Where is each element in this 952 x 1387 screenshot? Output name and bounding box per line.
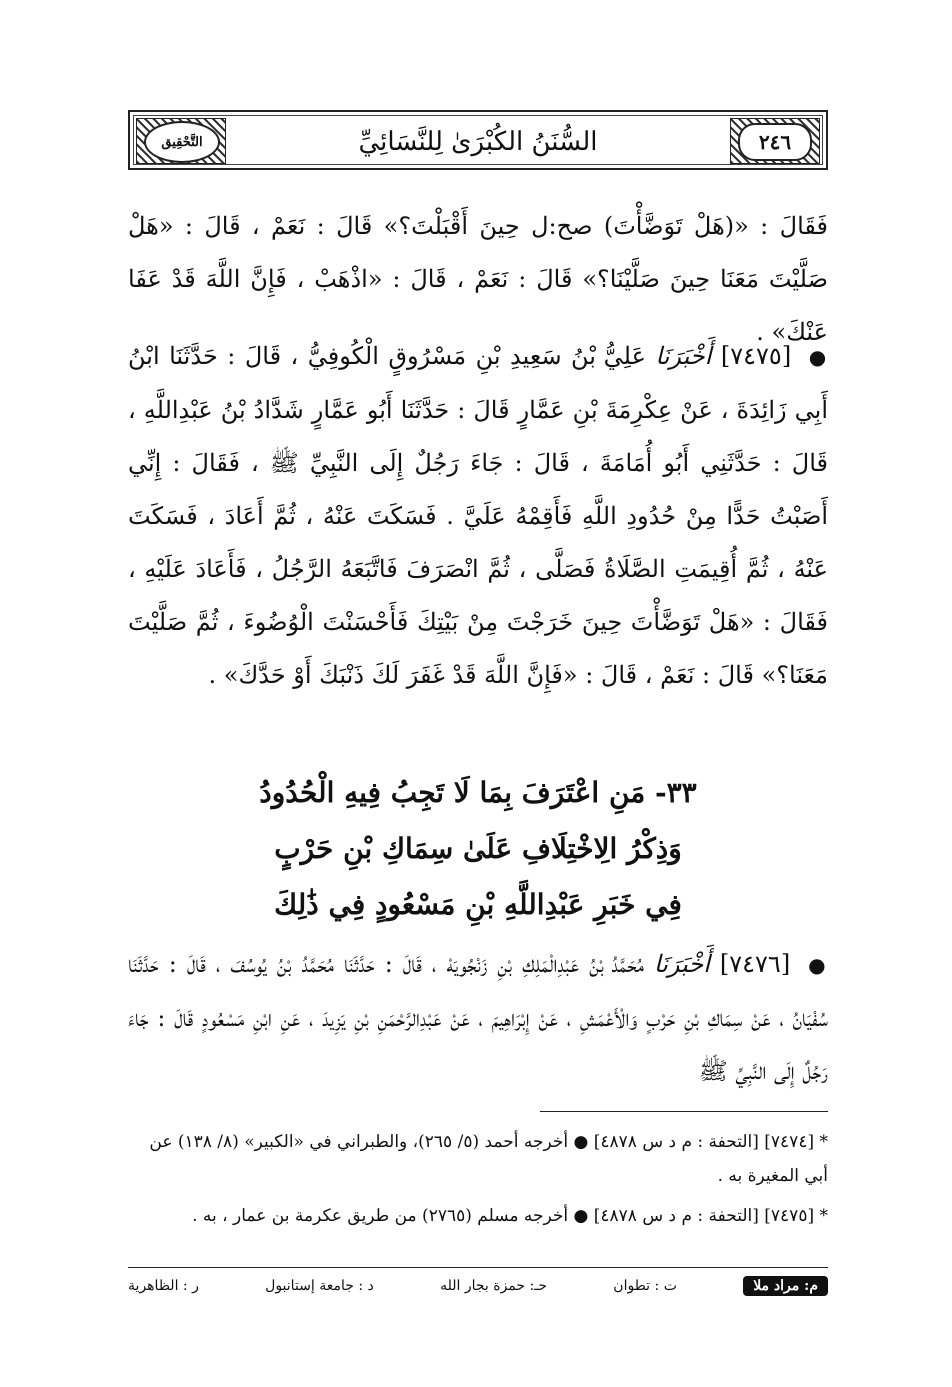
footnote-7474: * [٧٤٧٤] [التحفة : م د س ٤٨٧٨] ● أخرجه أحمد (٥/ ٢٦٥)، والطبراني في «الكبير» (٨/ ١٣٨) عن أبي المغيرة به . <box>149 1132 828 1186</box>
footnotes <box>128 1125 828 1239</box>
hadith-7475-body <box>128 330 828 702</box>
paragraph-text: فَقَالَ : «(هَلْ تَوَضَّأْتَ) صح:ل حِينَ أَقْبَلْتَ؟» قَالَ : نَعَمْ ، قَالَ : «هَلْ صَلَّيْتَ مَعَنَا حِينَ صَلَّيْنَا؟» قَالَ : نَعَمْ ، قَالَ : «اذْهَبْ ، فَإِنَّ اللَّهَ قَدْ عَفَا عَنْكَ» . <box>128 212 828 346</box>
manuscript-sigla-footer <box>128 1272 828 1300</box>
footnote-7475: * [٧٤٧٥] [التحفة : م د س ٤٨٧٨] ● أخرجه مسلم (٢٧٦٥) من طريق عكرمة بن عمار ، به . <box>192 1206 828 1226</box>
hadith-source-word: أَخْبَرَنَا <box>653 950 710 978</box>
chapter-heading-line-1: ٣٣- مَنِ اعْتَرَفَ بِمَا لَا تَجِبُ فِيهِ الْحُدُودُ <box>259 776 697 809</box>
hadith-7476-body <box>128 938 828 1098</box>
hadith-text: عَلِيُّ بْنُ سَعِيدِ بْنِ مَسْرُوقٍ الْكُوفِيُّ ، قَالَ : حَدَّثَنَا ابْنُ أَبِي زَائِدَةَ ، عَنْ عِكْرِمَةَ بْنِ عَمَّارٍ قَالَ : حَدَّثَنَا أَبُو عَمَّارٍ شَدَّادُ بْنُ عَبْدِاللَّهِ ، قَالَ : حَدَّثَنِي أَبُو أُمَامَةَ ، قَالَ : جَاءَ رَجُلٌ إِلَى النَّبِيِّ ﷺ ، فَقَالَ : إِنِّي أَصَبْتُ حَدًّا مِنْ حُدُودِ اللَّهِ فَأَقِمْهُ عَلَيَّ . فَسَكَتَ عَنْهُ ، ثُمَّ أَعَادَ ، فَسَكَتَ عَنْهُ ، ثُمَّ أُقِيمَتِ الصَّلَاةُ فَصَلَّى ، ثُمَّ انْصَرَفَ فَاتَّبَعَهُ الرَّجُلُ ، فَأَعَادَ عَلَيْهِ ، فَقَالَ : «هَلْ تَوَضَّأْتَ حِينَ خَرَجْتَ مِنْ بَيْتِكَ فَأَحْسَنْتَ الْوُضُوءَ ، ثُمَّ صَلَّيْتَ مَعَنَا؟» قَالَ : نَعَمْ ، قَالَ : «فَإِنَّ اللَّهَ قَدْ غَفَرَ لَكَ ذَنْبَكَ أَوْ حَدَّكَ» . <box>128 342 828 689</box>
bullet-icon: ● <box>808 953 828 977</box>
siglum-h: حـ: حمزة بجار الله <box>440 1278 547 1294</box>
siglum-d: د : جامعة إستانبول <box>265 1278 374 1294</box>
hadith-source-word: أَخْبَرَنَا <box>655 342 712 370</box>
chapter-heading <box>128 765 828 933</box>
hadith-number: [٧٤٧٥] <box>720 342 792 370</box>
hadith-7475 <box>128 330 828 702</box>
hadith-number: [٧٤٧٦] <box>719 950 791 978</box>
header-seal: التَّحْقِيق <box>144 121 220 163</box>
siglum-t: ت : تطوان <box>613 1278 677 1294</box>
chapter-heading-line-3: فِي خَبَرِ عَبْدِاللَّهِ بْنِ مَسْعُودٍ فِي ذَٰلِكَ <box>274 888 682 921</box>
page-header <box>128 110 828 170</box>
page-number: ٢٤٦ <box>738 123 812 161</box>
hadith-7476 <box>128 938 828 1098</box>
siglum-m: م: مراد ملا <box>743 1276 828 1296</box>
footnote-divider <box>540 1111 828 1112</box>
footer-divider <box>128 1267 828 1268</box>
siglum-r: ر : الظاهرية <box>128 1278 199 1294</box>
chapter-heading-line-2: وَذِكْرُ الِاخْتِلَافِ عَلَىٰ سِمَاكِ بْنِ حَرْبٍ <box>274 832 682 865</box>
hadith-text: مُحَمَّدُ بْنُ عَبْدِالْمَلِكِ بْنِ زَنْجُويَهْ ، قَالَ : حَدَّثَنَا مُحَمَّدُ بْنُ يُوسُفَ ، قَالَ : حَدَّثَنَا سُفْيَانُ ، عَنْ سِمَاكِ بْنِ حَرْبٍ وَالْأَعْمَشِ ، عَنْ إِبْرَاهِيمَ ، عَنْ عَبْدِالرَّحْمَنِ بْنِ يَزِيدَ ، عَنِ ابْنِ مَسْعُودٍ قَالَ : جَاءَ رَجُلٌ إِلَى النَّبِيِّ ﷺ <box>128 950 828 1085</box>
bullet-icon: ● <box>808 345 828 369</box>
header-title: السُّنَنُ الكُبْرَىٰ لِلنَّسَائِيِّ <box>358 127 598 157</box>
